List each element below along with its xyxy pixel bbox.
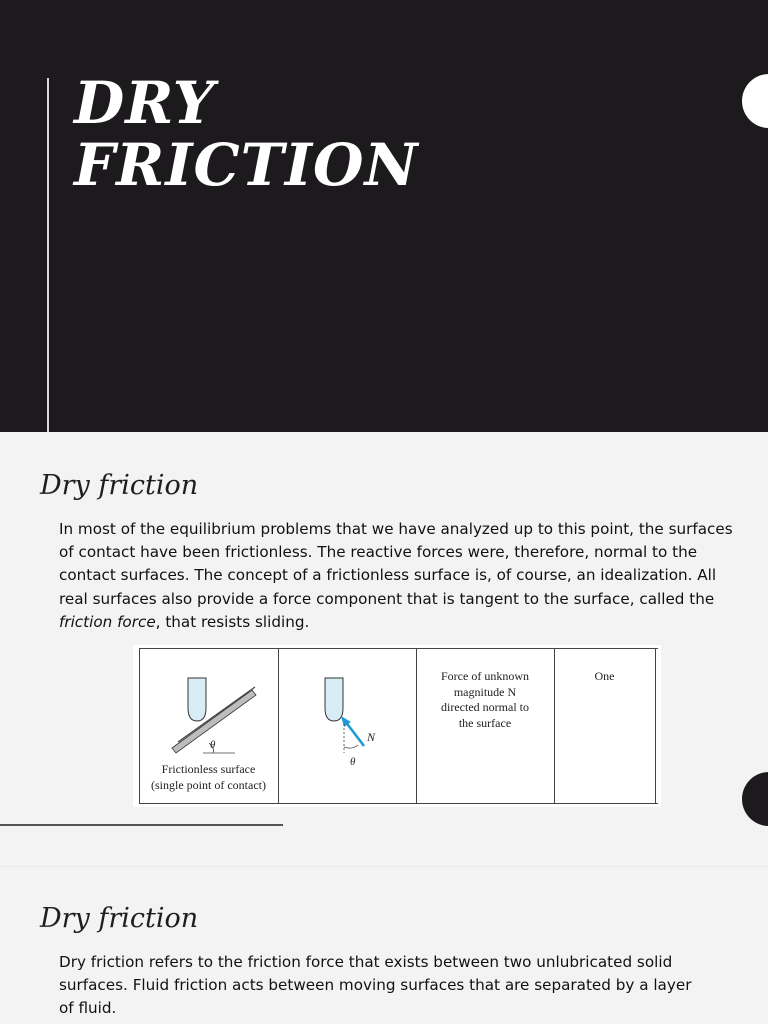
description-line-2: magnitude N (453, 684, 517, 699)
slide-title (74, 69, 419, 199)
body-paragraph (59, 518, 749, 634)
title-slide (0, 0, 768, 432)
emphasized-term: friction force (59, 612, 156, 631)
section-heading: Dry friction (40, 903, 199, 934)
title-line-2: FRICTION (74, 131, 419, 199)
contact-body (325, 678, 343, 721)
figure-table (139, 648, 658, 804)
angle-arc (344, 745, 358, 748)
angle-label: θ (210, 739, 216, 751)
normal-force-arrow (345, 721, 364, 746)
angle-label: θ (350, 756, 356, 768)
paragraph-text-end: , that resists sliding. (155, 612, 310, 631)
description-line-1: Force of unknown (441, 669, 529, 683)
reaction-description (416, 669, 554, 731)
unknowns-count: One (594, 669, 615, 683)
body-paragraph: Dry friction refers to the friction force that exists between two unlubricated solid surfaces. Fluid friction acts between moving surfaces that are separated by a layer of fluid. (59, 953, 692, 1018)
frictionless-surface-sketch (139, 649, 278, 769)
paragraph-text: In most of the equilibrium problems that we have analyzed up to this point, the surfaces of contact have been frictionless. The reactive forces were, therefore, normal to the contact surfaces. The concept of a frictionless surface is, of course, an idealization. All real surfaces also provide a force component that is tangent to the surface, called the (59, 520, 733, 608)
description-line-4: the surface (458, 715, 512, 730)
normal-force-sketch (278, 649, 416, 779)
support-reaction-figure (133, 645, 661, 807)
section-heading: Dry friction (40, 470, 199, 501)
caption-line-2: (single point of contact) (151, 777, 266, 792)
caption-line-1: Frictionless surface (161, 762, 256, 776)
description-line-3: directed normal to (441, 700, 529, 714)
section-divider (0, 824, 283, 826)
title-line-1: DRY (74, 69, 216, 137)
contact-body (188, 678, 206, 721)
table-border (655, 649, 656, 803)
figure-caption (139, 762, 278, 793)
force-label: N (367, 730, 376, 744)
title-accent-line (47, 78, 49, 432)
content-slide-1 (0, 432, 768, 864)
content-slide-2 (0, 866, 768, 1024)
